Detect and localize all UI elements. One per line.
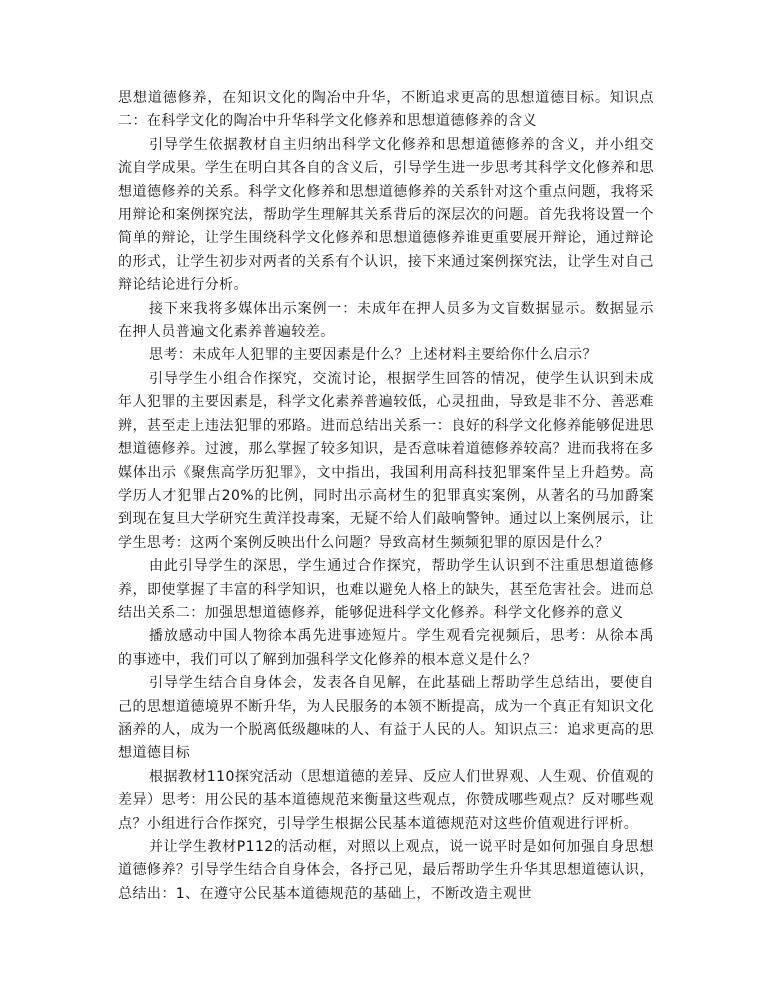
- paragraph-guide-definitions: 引导学生依据教材自主归纳出科学文化修养和思想道德修养的含义，并小组交流自学成果。学生在明白其各自的含义后，引导学生进一步思考其科学文化修养和思想道德修养的关系。科学文化修养和思想道德修养的关系针对这个重点问题，我将采用辩论和案例探究法，帮助学生理解其关系背后的深层次的问题。首先我将设置一个简单的辩论，让学生围绕科学文化修养和思想道德修养谁更重要展开辩论，通过辩论的形式，让学生初步对两者的关系有个认识，接下来通过案例探究法，让学生对自己辩论结论进行分析。: [118, 136, 654, 294]
- body-text: [118, 87, 654, 906]
- paragraph-question-one: 思考：未成年人犯罪的主要因素是什么？上述材料主要给你什么启示？: [149, 347, 597, 364]
- paragraph-textbook-activity: 根据教材110探究活动（思想道德的差异、反应人们世界观、人生观、价值观的差异）思考：用公民的基本道德规范来衡量这些观点，你赞成哪些观点？反对哪些观点？小组进行合作探究，引导学生根据公民基本道德规范对这些价值观进行评析。: [118, 768, 654, 832]
- paragraph-case-one: 接下来我将多媒体出示案例一：未成年在押人员多为文盲数据显示。数据显示在押人员普遍文化素养普遍较差。: [118, 300, 654, 341]
- paragraph-summary: 并让学生教材P112的活动框，对照以上观点，说一说平时是如何加强自身思想道德修养？引导学生结合自身体会，各抒己见，最后帮助学生升华其思想道德认识，总结出：1、在遵守公民基本道德规范的基础上，不断改造主观世: [118, 839, 654, 902]
- paragraph-video-case: 播放感动中国人物徐本禹先进事迹短片。学生观看完视频后，思考：从徐本禹的事迹中，我们可以了解到加强科学文化修养的根本意义是什么？: [118, 628, 654, 668]
- paragraph-group-inquiry: 引导学生小组合作探究，交流讨论，根据学生回答的情况，使学生认识到未成年人犯罪的主要因素是，科学文化素养普遍较低，心灵扭曲，导致是非不分、善恶难辨，甚至走上违法犯罪的邪路。进而总结出关系一：良好的科学文化修养能够促进思想道德修养。过渡，那么掌握了较多知识，是否意味着道德修养较高？进而我将在多媒体出示《聚焦高学历犯罪》，文中指出，我国利用高科技犯罪案件呈上升趋势。高学历人才犯罪占20%的比例，同时出示高材生的犯罪真实案例，从著名的马加爵案到现在复旦大学研究生黄洋投毒案，无疑不给人们敲响警钟。通过以上案例展示，让学生思考：这两个案例反映出什么问题？导致高材生频频犯罪的原因是什么？: [118, 370, 654, 551]
- paragraph-knowledge-point-3: 引导学生结合自身体会，发表各自见解，在此基础上帮助学生总结出，要使自己的思想道德境界不断升华，为人民服务的本领不断提高，成为一个真正有知识文化涵养的人，成为一个脱离低级趣味的人、有益于人民的人。知识点三：追求更高的思想道德目标: [118, 675, 654, 762]
- paragraph-relation-two: 由此引导学生的深思，学生通过合作探究，帮助学生认识到不注重思想道德修养，即使掌握了丰富的科学知识，也难以避免人格上的缺失，甚至危害社会。进而总结出关系二：加强思想道德修养，能够促进科学文化修养。科学文化修养的意义: [118, 558, 654, 621]
- paragraph-knowledge-point-2-intro: 思想道德修养，在知识文化的陶冶中升华，不断追求更高的思想道德目标。知识点二：在科学文化的陶冶中升华科学文化修养和思想道德修养的含义: [118, 90, 654, 130]
